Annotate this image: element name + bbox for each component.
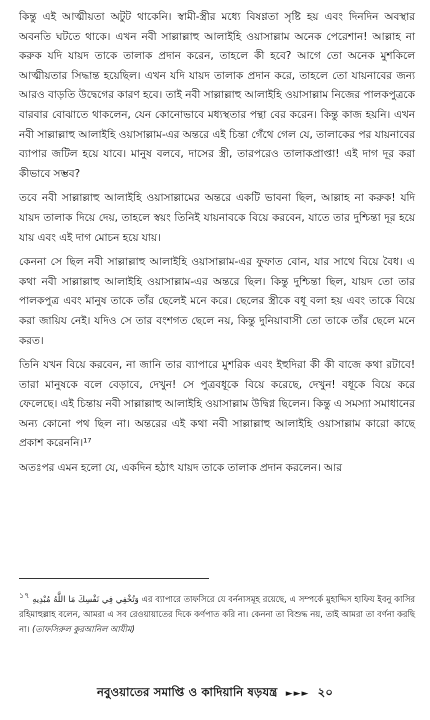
main-text [19,8,415,484]
footnote [19,588,415,637]
book-title: নবুওয়াতের সমাপ্তি ও কাদিয়ানি ষড়যন্ত্র [96,685,278,699]
footnote-divider [19,578,209,579]
paragraph-5: অতঃপর এমন হলো যে, একদিন হঠাৎ যায়দ তাকে তালাক প্রদান করলেন। আর [19,462,342,475]
footnote-marker: ১৭ [19,591,30,600]
page-number: ২০ [317,685,334,699]
paragraph-3: কেননা সে ছিল নবী সাল্লাল্লাহু আলাইহি ওয়াসাল্লাম-এর ফুফাত বোন, যার সাথে বিয়ে বৈধ। এ কথা নবী সাল্লাল্লাহু আলাইহি ওয়াসাল্লাম-এর অন্তরে ছিল। কিন্তু দুশ্চিন্তা ছিল, যায়দ তো তার পালকপুত্র এবং মানুষ তাকে তাঁর ছেলেই মনে করে। ছেলের স্ত্রীকে বধূ বলা হয় এবং তাকে বিয়ে করা জায়িয নেই। যদিও সে তার বংশগত ছেলে নয়, কিন্তু দুনিয়াবাসী তো তাকে তাঁর ছেলে মনে করত। [19,256,415,347]
paragraph-4: তিনি যখন বিয়ে করবেন, না জানি তার ব্যাপারে মুশরিক এবং ইহুদিরা কী কী বাজে কথা রটাবে! তারা মানুষকে বলে বেড়াবে, দেখুন! সে পুত্রবধূকে বিয়ে করেছে, দেখুন! বধূকে বিয়ে করে ফেলেছে। এই চিন্তায় নবী সাল্লাল্লাহু আলাইহি ওয়াসাল্লাম উদ্বিগ্ন ছিলেন। কিন্তু এ সমস্যা সমাধানের অন্য কোনো পথ ছিল না। অন্তরের এই কথা নবী সাল্লাল্লাহু আলাইহি ওয়াসাল্লাম কারো কাছে প্রকাশ করেননি।¹⁷ [19,359,415,450]
paragraph-1: কিন্তু এই আত্মীয়তা অটুট থাকেনি। স্বামী-স্ত্রীর মধ্যে বিষণ্ণতা সৃষ্টি হয় এবং দিনদিন অবস্থার অবনতি ঘটতে থাকে। এখন নবী সাল্লাল্লাহু আলাইহি ওয়াসাল্লাম অনেক পেরেশান! আল্লাহ না করুক যদি যায়দ তাকে তালাক প্রদান করেন, তাহলে কী হবে? আগে তো অনেক মুশকিলে আত্মীয়তার সিদ্ধান্ত হয়েছিল। এখন যদি যায়দ তালাক প্রদান করে, তাহলে তো যায়নাবের জন্য আরও বাড়তি উদ্বেগের কারণ হবে। তাই নবী সাল্লাল্লাহু আলাইহি ওয়াসাল্লাম নিজের পালকপুত্রকে বারবার বোঝাতে থাকলেন, যেন কোনোভাবে মধ্যস্থতার পন্থা বের করেন। কিন্তু কাজ হয়নি। এখন নবী সাল্লাল্লাহু আলাইহি ওয়াসাল্লাম-এর অন্তরে এই চিন্তা গেঁথে গেল যে, তালাকের পর যায়নাবের ব্যাপার জটিল হয়ে যাবে। মানুষ বলবে, দাসের স্ত্রী, তারপরেও তালাকপ্রাপ্তা! এই দাগ দূর করা কীভাবে সম্ভব? [19,11,415,180]
arrow-icons: ►►► [285,689,310,699]
footnote-arabic-verse: وَتُخْفِي فِي نَفْسِكَ مَا اللَّهُ مُبْدِيهِ [32,594,139,604]
page-footer [0,684,430,703]
footnote-text: এর ব্যাপারে তাফসিরে যে বর্ননাসমূহ রয়েছে, এ সম্পর্কে মুহাদ্দিস হাফিয ইবনু কাসির রহিমাহুল্লাহ বলেন, আমরা এ সব রেওয়ায়াতের দিকে কর্ণপাত করি না। কেননা তা বিশুদ্ধ নয়, তাই আমরা তা বর্ণনা করছি না। [19,594,415,634]
paragraph-2: তবে নবী সাল্লাল্লাহু আলাইহি ওয়াসাল্লামের অন্তরে একটি ভাবনা ছিল, আল্লাহ না করুক! যদি যায়দ তালাক দিয়ে দেয়, তাহলে স্বয়ং তিনিই যায়নাবকে বিয়ে করবেন, যাতে তার দুশ্চিন্তা দূর হয়ে যায় এবং এই দাগ মোচন হয়ে যায়। [19,192,415,244]
footnote-source: (তাফসিরুল কুরআনিল আযীম) [32,624,135,634]
